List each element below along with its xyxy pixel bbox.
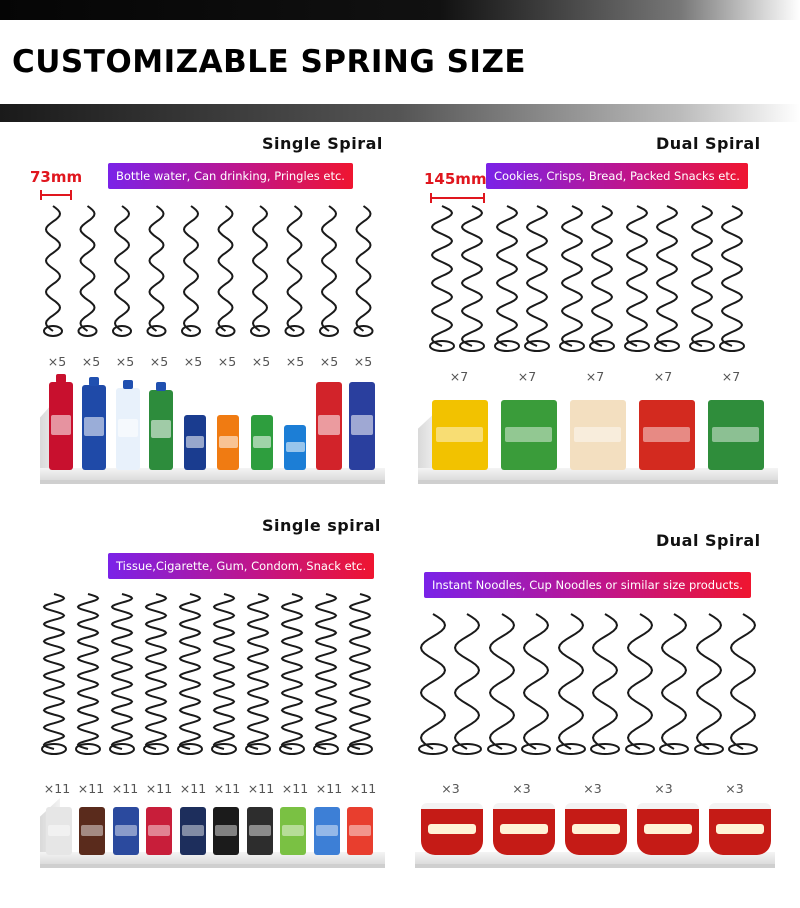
spring-coil [322,206,336,331]
spring-coil [180,594,200,749]
quantity-label: ×11 [145,781,173,796]
spring-coils-dual-top [428,202,773,357]
product-tray [40,468,385,484]
panel-title-dual-spiral: Dual Spiral [656,134,761,153]
quantity-label: ×5 [149,354,169,369]
spring-coil [697,614,721,749]
spring-coil [593,614,617,749]
quantity-label: ×5 [115,354,135,369]
product-item [639,400,695,470]
spring-coil [316,594,336,749]
category-tag-tissue: Tissue,Cigarette, Gum, Condom, Snack etc. [108,553,374,579]
spring-coil [78,594,98,749]
dimension-marker [40,190,72,200]
product-item [82,385,106,470]
product-item [79,807,105,855]
spring-coil [524,614,548,749]
product-item [314,807,340,855]
spring-coil [527,206,547,346]
spring-coil [112,594,132,749]
cup-noodle-item [565,803,627,855]
product-row [425,385,770,470]
quantity-label: ×3 [512,781,531,796]
cup-noodle-item [421,803,483,855]
spring-coil [350,594,370,749]
product-item [432,400,488,470]
spring-coil [722,206,742,346]
product-item [251,415,273,470]
product-item [217,415,239,470]
cup-noodle-item [637,803,699,855]
product-item [116,388,140,470]
product-item [284,425,306,470]
spring-coil [490,614,514,749]
product-item [247,807,273,855]
product-item [280,807,306,855]
spring-coil [662,614,686,749]
spring-coil [184,206,198,331]
quantity-label: ×7 [585,369,605,384]
spring-coil [462,206,482,346]
quantity-row [40,781,380,796]
spring-coils-single-bottom [38,590,383,760]
dimension-label-145mm: 145mm [424,170,487,188]
category-tag-bottles: Bottle water, Can drinking, Pringles etc. [108,163,353,189]
product-item [316,382,342,470]
spring-coil [357,206,371,331]
panel-title-dual-spiral-noodles: Dual Spiral [656,531,761,550]
quantity-label: ×5 [183,354,203,369]
spring-coil [657,206,677,346]
header-divider [0,104,800,122]
dimension-label-73mm: 73mm [30,168,83,186]
spring-coil [455,614,479,749]
spring-coil [115,206,129,331]
quantity-label: ×3 [583,781,602,796]
spring-coil [592,206,612,346]
cup-noodle-item [493,803,555,855]
quantity-label: ×11 [111,781,139,796]
product-item [149,390,173,470]
spring-coil [731,614,755,749]
spring-coil [81,206,95,331]
product-item [708,400,764,470]
top-gradient-bar [0,0,800,20]
quantity-label: ×11 [315,781,343,796]
product-item [113,807,139,855]
product-row [416,800,776,855]
spring-coil [432,206,452,346]
quantity-label: ×5 [319,354,339,369]
quantity-label: ×11 [213,781,241,796]
spring-coil [559,614,583,749]
product-item [180,807,206,855]
quantity-label: ×7 [721,369,741,384]
quantity-row [40,354,380,369]
product-row [44,375,379,470]
quantity-label: ×7 [653,369,673,384]
product-item [570,400,626,470]
quantity-label: ×11 [77,781,105,796]
spring-coil [421,614,445,749]
quantity-label: ×5 [285,354,305,369]
quantity-row [415,781,770,796]
panel-title-single-spiral-small: Single spiral [262,516,381,535]
product-tray [418,468,778,484]
quantity-label: ×11 [247,781,275,796]
quantity-label: ×5 [47,354,67,369]
panel-title-single-spiral: Single Spiral [262,134,383,153]
spring-coil [219,206,233,331]
cup-noodle-item [709,803,771,855]
product-row [42,800,377,855]
quantity-label: ×3 [654,781,673,796]
spring-coil [562,206,582,346]
quantity-label: ×11 [281,781,309,796]
spring-coil [146,594,166,749]
category-tag-snacks: Cookies, Crisps, Bread, Packed Snacks etc. [486,163,748,189]
spring-coil [150,206,164,331]
spring-coils-single-top [35,202,380,347]
spring-coil [627,206,647,346]
quantity-label: ×5 [353,354,373,369]
spring-coil [282,594,302,749]
quantity-label: ×7 [449,369,469,384]
spring-coil [497,206,517,346]
product-item [501,400,557,470]
spring-coil [46,206,60,331]
product-item [49,382,73,470]
category-tag-noodles: Instant Noodles, Cup Noodles or similar size products. [424,572,751,598]
quantity-label: ×7 [517,369,537,384]
quantity-label: ×3 [441,781,460,796]
product-item [184,415,206,470]
product-item [46,807,72,855]
spring-coil [692,206,712,346]
quantity-label: ×11 [179,781,207,796]
quantity-label: ×5 [217,354,237,369]
spring-coil [253,206,267,331]
spring-coil [44,594,64,749]
product-item [349,382,375,470]
page-title: CUSTOMIZABLE SPRING SIZE [12,44,527,80]
quantity-label: ×3 [725,781,744,796]
quantity-label: ×5 [251,354,271,369]
spring-coil [288,206,302,331]
spring-coil [248,594,268,749]
quantity-label: ×5 [81,354,101,369]
spring-coil [628,614,652,749]
quantity-label: ×11 [349,781,377,796]
product-item [347,807,373,855]
spring-coil [214,594,234,749]
quantity-label: ×11 [43,781,71,796]
spring-coils-dual-bottom [418,610,778,760]
product-item [213,807,239,855]
quantity-row [425,369,765,384]
product-item [146,807,172,855]
